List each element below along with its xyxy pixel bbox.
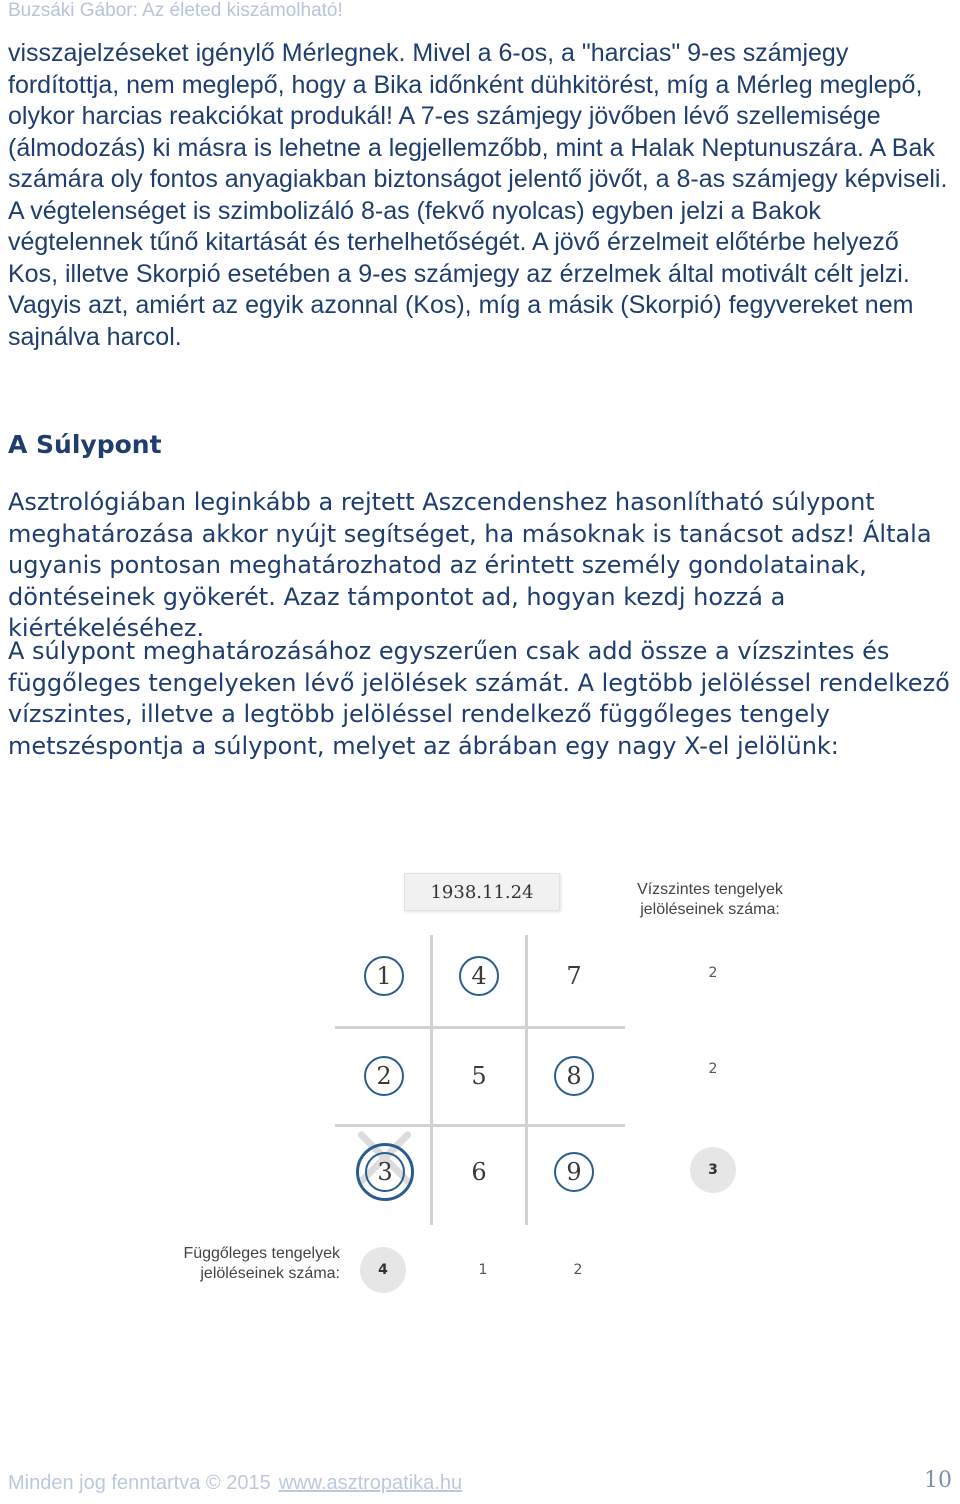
- birth-date-box: 1938.11.24: [404, 873, 560, 911]
- paragraph-intro: visszajelzéseket igénylő Mérlegnek. Mivel a 6-os, a "harcias" 9-es számjegy fordítottja, nem meglepő, hogy a Bika időnként dühkitörést, míg a Mérleg meglepő, olykor harcias reakciókat produkál! A 7-es számjegy jövőben lévő szellemisége (álmodozás) ki másra is lehetne a legjellemzőbb, mint a Halak Neptunuszára. A Bak számára oly fontos anyagiakban biztonságot jelentő jövőt, a 8-as számjegy képviseli. A végtelenséget is szimbolizáló 8-as (fekvő nyolcas) egyben jelzi a Bakok végtelennek tűnő kitartását és terhelhetőségét. A jövő érzelmeit előtérbe helyező Kos, illetve Skorpió esetében a 9-es számjegy az érzelmek által motivált célt jelzi. Vagyis azt, amiért az egyik azonnal (Kos), míg a másik (Skorpió) fegyvereket nem sajnálva harcol.: [8, 39, 948, 351]
- row-count-3: 3: [690, 1147, 736, 1193]
- section-heading: A Súlypont: [8, 430, 162, 459]
- paragraph-sulypont-method: A súlypont meghatározásához egyszerűen csak add össze a vízszintes és függőleges tengelyeken lévő jelölések számát. A legtöbb jelöléssel rendelkező vízszintes, illetve a legtöbb jelöléssel rendelkező függőleges tengely metszéspontja a súlypont, melyet az ábrában egy nagy X-el jelölünk:: [8, 637, 950, 760]
- grid-hline-2: [335, 1124, 625, 1127]
- col-count-3: 2: [573, 1262, 583, 1278]
- col-count-1: 4: [360, 1247, 406, 1293]
- grid-number-7: 7: [566, 962, 582, 990]
- grid-number-6: 6: [471, 1158, 487, 1186]
- horizontal-axis-label-line1: Vízszintes tengelyek: [637, 881, 783, 898]
- grid-number-9: 9: [554, 1152, 594, 1192]
- row-count-1: 2: [708, 965, 718, 981]
- row-count-2: 2: [708, 1061, 718, 1077]
- horizontal-axis-label-line2: jelöléseinek száma:: [640, 901, 780, 918]
- grid-number-2: 2: [364, 1056, 404, 1096]
- grid-number-3: 3: [365, 1152, 405, 1192]
- page-number: 10: [924, 1468, 952, 1493]
- vertical-axis-label: [160, 1244, 340, 1284]
- grid-number-8: 8: [554, 1056, 594, 1096]
- running-header: Buzsáki Gábor: Az életed kiszámolható!: [8, 0, 343, 21]
- paragraph-sulypont-intro: Asztrológiában leginkább a rejtett Aszcendenshez hasonlítható súlypont meghatározása akkor nyújt segítséget, ha másoknak is tanácsot adsz! Általa ugyanis pontosan meghatározhatod az érintett személy gondolatainak, döntéseinek gyökerét. Azaz támpontot ad, hogyan kezdj hozzá a kiértékeléséhez.: [8, 488, 932, 642]
- col-count-2: 1: [478, 1262, 488, 1278]
- grid-number-4: 4: [459, 956, 499, 996]
- grid-vline-2: [525, 935, 528, 1225]
- numerology-grid-diagram: [183, 860, 800, 1300]
- vertical-axis-label-line2: jelöléseinek száma:: [200, 1265, 340, 1282]
- horizontal-axis-label: [620, 880, 800, 920]
- grid-number-5: 5: [471, 1062, 487, 1090]
- website-link[interactable]: www.asztropatika.hu: [278, 1472, 463, 1494]
- vertical-axis-label-line1: Függőleges tengelyek: [183, 1245, 340, 1262]
- grid-number-1: 1: [364, 956, 404, 996]
- grid-vline-1: [430, 935, 433, 1225]
- grid-hline-1: [335, 1026, 625, 1029]
- footer-copyright: [8, 1472, 462, 1495]
- copyright-text: Minden jog fenntartva © 2015: [8, 1472, 271, 1494]
